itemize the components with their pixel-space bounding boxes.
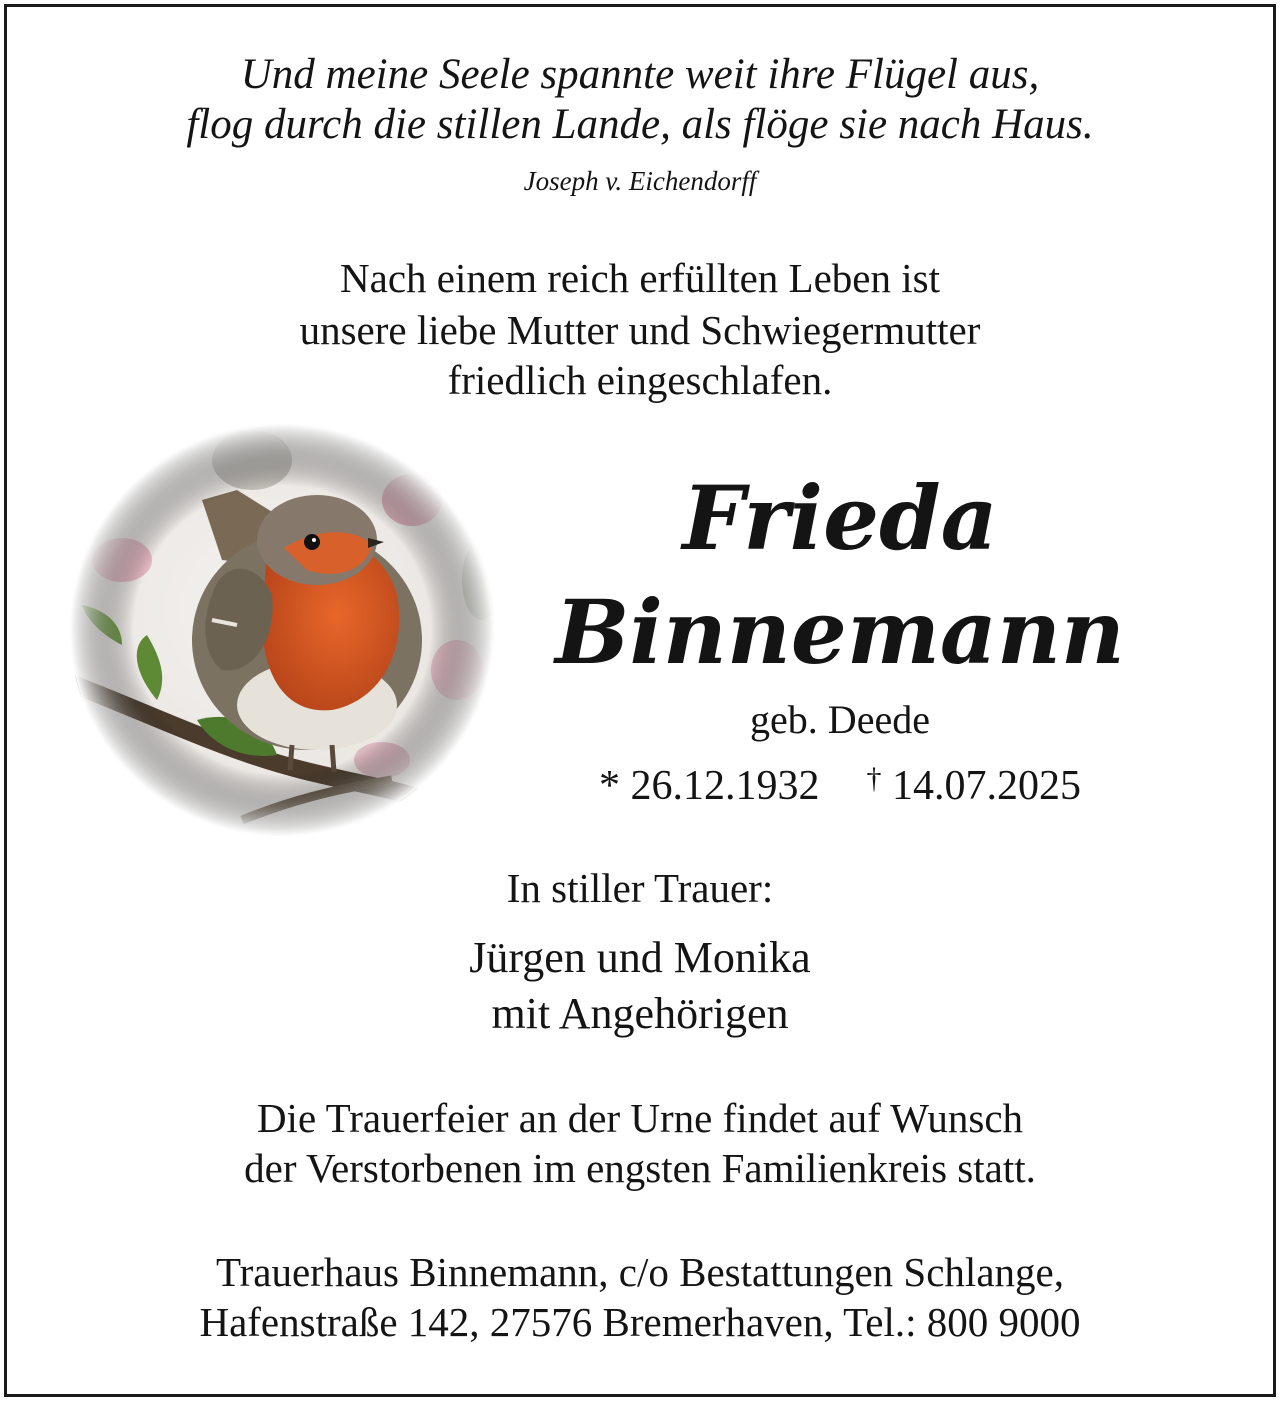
quote-line-2: flog durch die stillen Lande, als flöge sie nach Haus. [186, 101, 1094, 148]
life-dates [540, 762, 1140, 810]
robin-photo [62, 420, 502, 840]
birth-name: geb. Deede [750, 697, 930, 742]
death-symbol: † [866, 762, 882, 795]
deceased-last-name: Binnemann [555, 580, 1125, 684]
quote-author: Joseph v. Eichendorff [523, 166, 757, 196]
intro-line-3: friedlich eingeschlafen. [447, 357, 833, 403]
mourners-line-2: mit Angehörigen [491, 989, 789, 1038]
contact-line-1: Trauerhaus Binnemann, c/o Bestattungen Schlange, [216, 1249, 1064, 1295]
ceremony-line-2: der Verstorbenen im engsten Familienkreis statt. [244, 1145, 1036, 1191]
mourners-heading: In stiller Trauer: [506, 865, 774, 911]
birth-symbol: * [599, 763, 620, 809]
deceased-first-name: Frieda [682, 466, 998, 570]
contact-line-2: Hafenstraße 142, 27576 Bremerhaven, Tel.: 800 9000 [199, 1299, 1081, 1345]
quote-line-1: Und meine Seele spannte weit ihre Flügel aus, [240, 51, 1040, 98]
intro-line-1: Nach einem reich erfüllten Leben ist [340, 255, 940, 301]
death-date: 14.07.2025 [892, 763, 1081, 809]
mourners-line-1: Jürgen und Monika [469, 933, 811, 982]
intro-line-2: unsere liebe Mutter und Schwiegermutter [299, 307, 981, 353]
birth-date: 26.12.1932 [630, 763, 820, 809]
ceremony-line-1: Die Trauerfeier an der Urne findet auf Wunsch [256, 1095, 1024, 1141]
